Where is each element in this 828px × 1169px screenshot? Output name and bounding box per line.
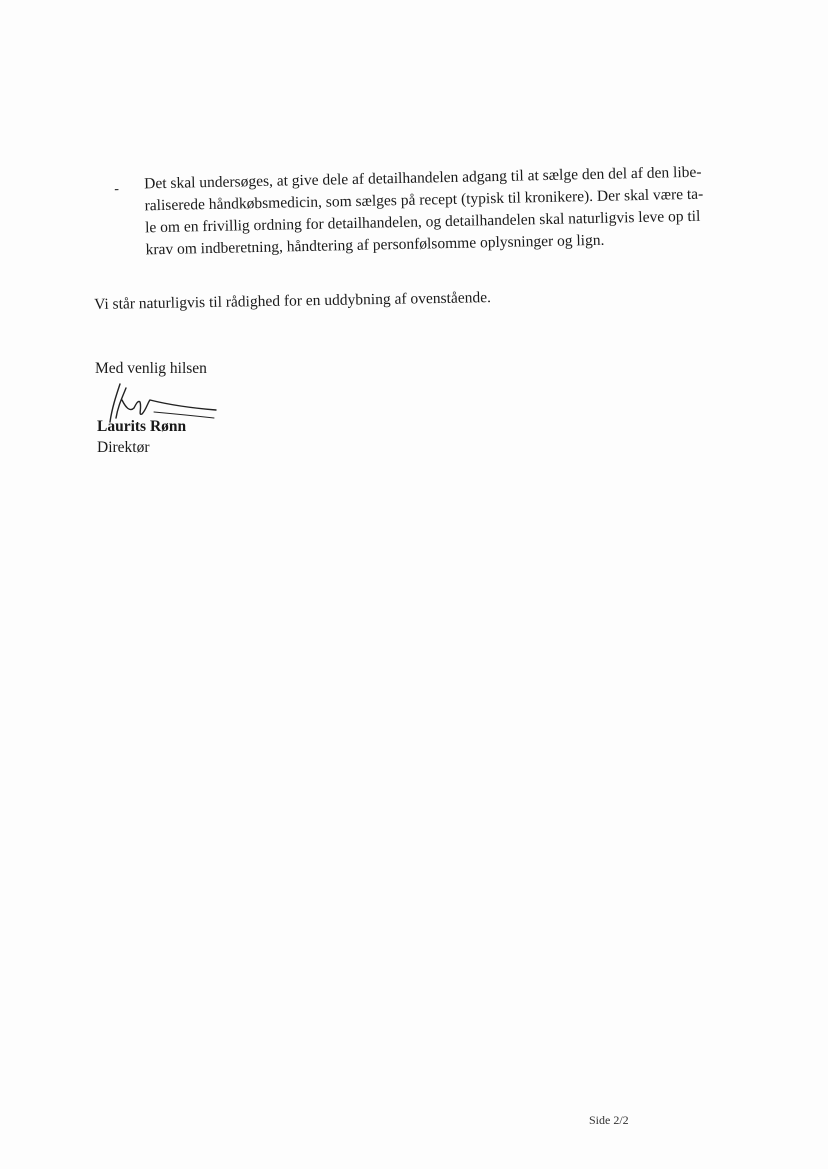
page-number: Side 2/2 (589, 1113, 629, 1127)
bullet-line: le om en frivillig ordning for detailhandelen, og detailhandelen skal naturligvis leve op til (144, 207, 701, 237)
bullet-item (114, 161, 726, 262)
bullet-marker: - (114, 181, 120, 197)
bullet-line: raliserede håndkøbsmedicin, som sælges på recept (typisk til kronikere). Der skal være ta- (144, 185, 704, 215)
signatory-name: Laurits Rønn (97, 418, 187, 435)
bullet-line: Det skal undersøges, at give dele af detailhandelen adgang til at sælge den del af den libe- (144, 163, 702, 193)
signatory-title: Direktør (97, 439, 150, 456)
bullet-text (144, 161, 726, 261)
closing-paragraph: Vi står naturligvis til rådighed for en uddybning af ovenstående. (94, 289, 492, 313)
bullet-line: krav om indberetning, håndtering af personfølsomme oplysninger og lign. (145, 231, 605, 259)
greeting: Med venlig hilsen (95, 360, 207, 377)
